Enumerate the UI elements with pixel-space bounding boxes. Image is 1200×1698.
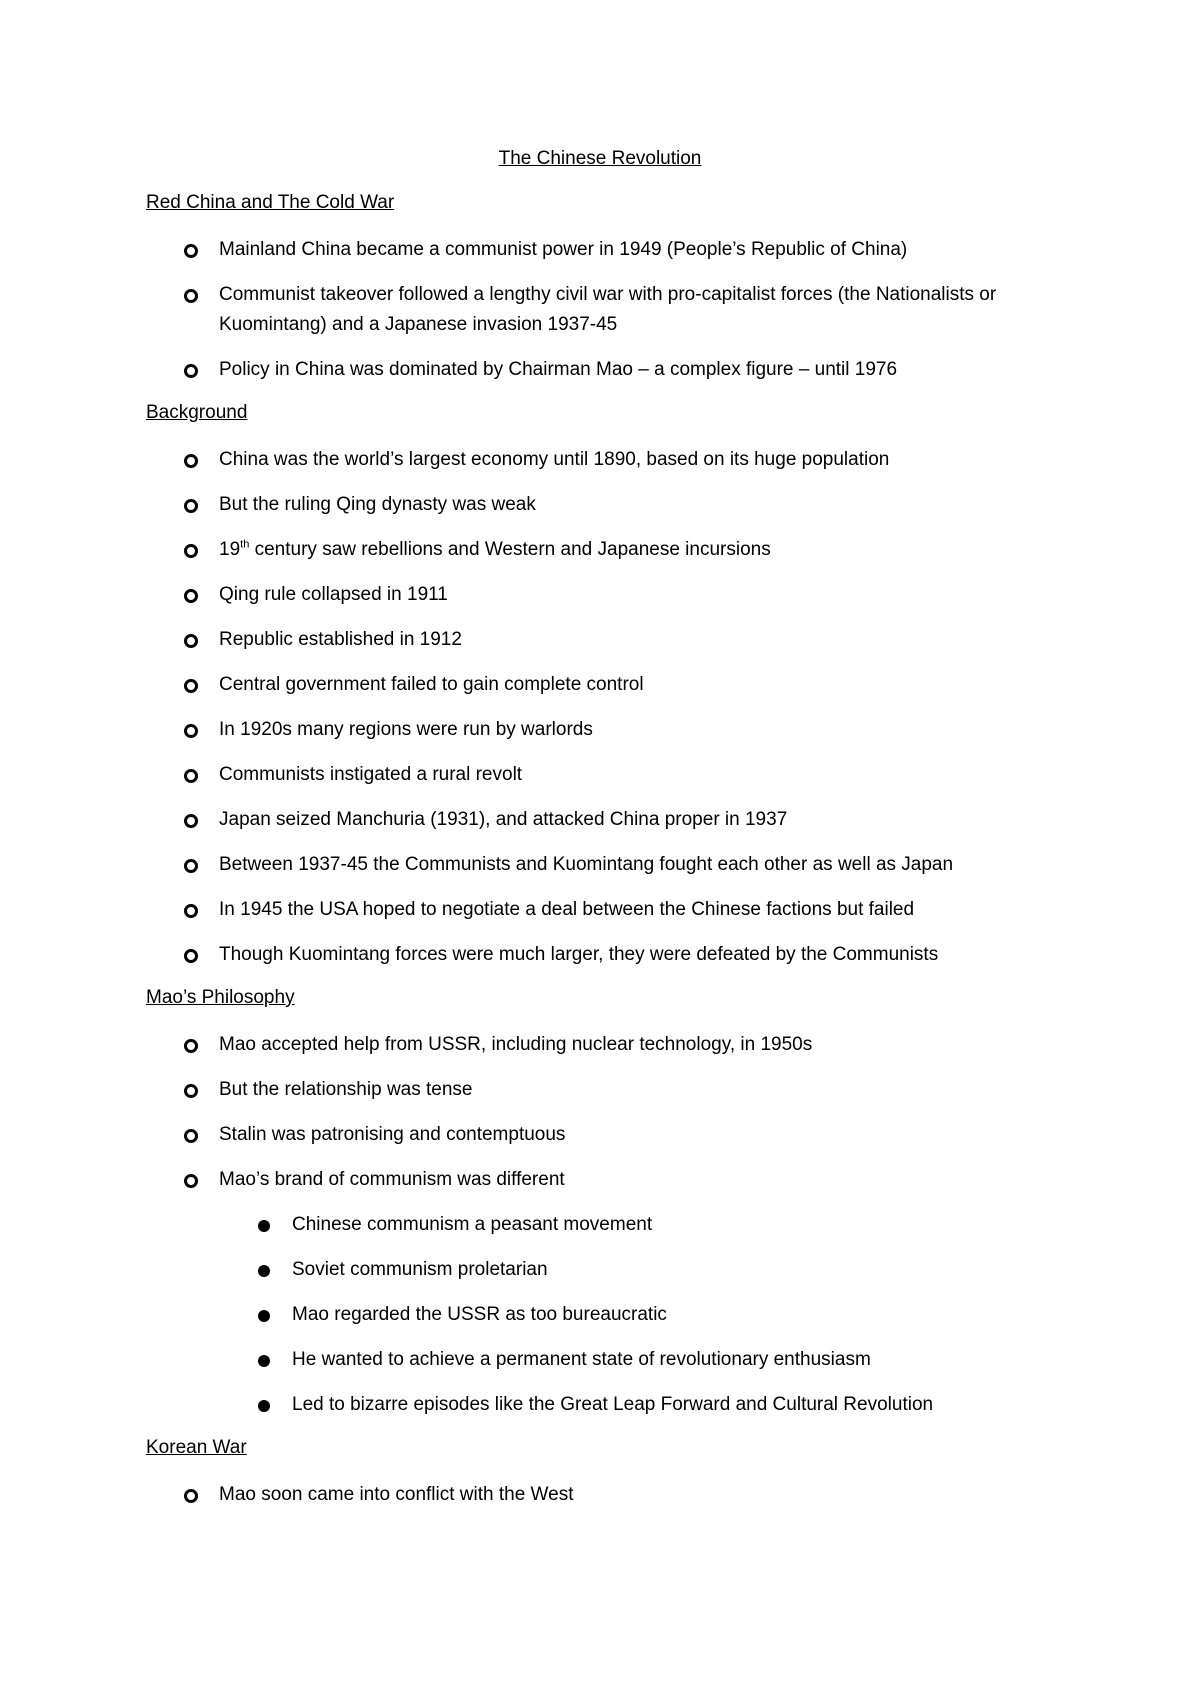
list-item: Between 1937-45 the Communists and Kuomintang fought each other as well as Japan — [146, 850, 1076, 880]
section-list-korean-war — [146, 1480, 1076, 1510]
list-item: Mao’s brand of communism was different — [146, 1165, 1076, 1195]
list-item: Policy in China was dominated by Chairman Mao – a complex figure – until 1976 — [146, 355, 1076, 385]
section-heading-red-china: Red China and The Cold War — [146, 192, 395, 213]
list-item: In 1920s many regions were run by warlords — [146, 715, 1076, 745]
list-item: Mao accepted help from USSR, including nuclear technology, in 1950s — [146, 1030, 1076, 1060]
section-heading-korean-war: Korean War — [146, 1437, 247, 1458]
hollow-circle-bullet-icon — [184, 769, 198, 783]
section-heading-maos-philosophy: Mao’s Philosophy — [146, 987, 295, 1008]
list-item: China was the world’s largest economy until 1890, based on its huge population — [146, 445, 1076, 475]
list-item: But the relationship was tense — [146, 1075, 1076, 1105]
sub-list-item: Soviet communism proletarian — [146, 1255, 1076, 1285]
hollow-circle-bullet-icon — [184, 544, 198, 558]
document-body — [146, 190, 1076, 1525]
filled-disc-bullet-icon — [258, 1355, 270, 1367]
hollow-circle-bullet-icon — [184, 1129, 198, 1143]
hollow-circle-bullet-icon — [184, 499, 198, 513]
document-title: The Chinese Revolution — [498, 148, 702, 169]
sub-list-item: Mao regarded the USSR as too bureaucratic — [146, 1300, 1076, 1330]
hollow-circle-bullet-icon — [184, 859, 198, 873]
hollow-circle-bullet-icon — [184, 1489, 198, 1503]
hollow-circle-bullet-icon — [184, 364, 198, 378]
list-item: Mainland China became a communist power in 1949 (People’s Republic of China) — [146, 235, 1076, 265]
list-item: Stalin was patronising and contemptuous — [146, 1120, 1076, 1150]
section-list-red-china — [146, 235, 1076, 385]
filled-disc-bullet-icon — [258, 1310, 270, 1322]
list-item: Japan seized Manchuria (1931), and attacked China proper in 1937 — [146, 805, 1076, 835]
list-item: Mao soon came into conflict with the West — [146, 1480, 1076, 1510]
hollow-circle-bullet-icon — [184, 1174, 198, 1188]
list-item: But the ruling Qing dynasty was weak — [146, 490, 1076, 520]
hollow-circle-bullet-icon — [184, 634, 198, 648]
hollow-circle-bullet-icon — [184, 454, 198, 468]
hollow-circle-bullet-icon — [184, 589, 198, 603]
hollow-circle-bullet-icon — [184, 289, 198, 303]
section-list-background — [146, 445, 1076, 970]
hollow-circle-bullet-icon — [184, 724, 198, 738]
list-item: Though Kuomintang forces were much larger, they were defeated by the Communists — [146, 940, 1076, 970]
hollow-circle-bullet-icon — [184, 814, 198, 828]
sub-list-item: Led to bizarre episodes like the Great Leap Forward and Cultural Revolution — [146, 1390, 1076, 1420]
hollow-circle-bullet-icon — [184, 1039, 198, 1053]
hollow-circle-bullet-icon — [184, 1084, 198, 1098]
list-item: Republic established in 1912 — [146, 625, 1076, 655]
filled-disc-bullet-icon — [258, 1265, 270, 1277]
section-heading-background: Background — [146, 402, 248, 423]
hollow-circle-bullet-icon — [184, 949, 198, 963]
list-item: In 1945 the USA hoped to negotiate a deal between the Chinese factions but failed — [146, 895, 1076, 925]
list-item: Qing rule collapsed in 1911 — [146, 580, 1076, 610]
hollow-circle-bullet-icon — [184, 679, 198, 693]
filled-disc-bullet-icon — [258, 1220, 270, 1232]
sub-list-item: He wanted to achieve a permanent state of revolutionary enthusiasm — [146, 1345, 1076, 1375]
list-item: Communists instigated a rural revolt — [146, 760, 1076, 790]
hollow-circle-bullet-icon — [184, 904, 198, 918]
section-list-maos-philosophy — [146, 1030, 1076, 1420]
hollow-circle-bullet-icon — [184, 244, 198, 258]
list-item: Communist takeover followed a lengthy civil war with pro-capitalist forces (the Nationalists or Kuomintang) and a Japanese invasion 1937-45 — [146, 280, 1076, 340]
list-item: Central government failed to gain complete control — [146, 670, 1076, 700]
sub-list-item: Chinese communism a peasant movement — [146, 1210, 1076, 1240]
filled-disc-bullet-icon — [258, 1400, 270, 1412]
list-item: 19th century saw rebellions and Western and Japanese incursions — [146, 535, 1076, 565]
